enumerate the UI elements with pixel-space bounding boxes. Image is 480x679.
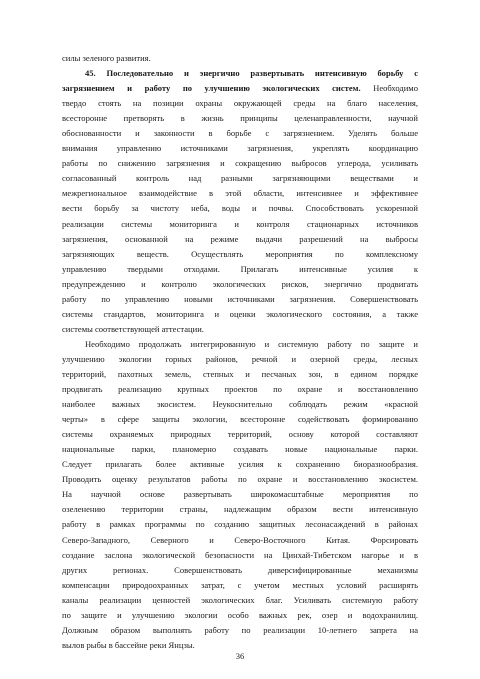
text-line: согласованный контроль над разными загрязняющими веществами и — [62, 173, 418, 184]
page-number: 36 — [235, 651, 245, 661]
text-line: Северо-Западного, Северного и Северо-Восточного Китая. Форсировать — [62, 534, 418, 545]
text-line: предупреждению и контролю экологических рисков, энергично продвигать — [62, 278, 418, 289]
text-line: продвигать реализацию крупных проектов по охране и восстановлению — [62, 384, 418, 395]
text-line: системы охраняемых природных территорий, основу которой составляют — [62, 429, 418, 440]
text-line: наиболее важных экосистем. Неукоснительно соблюдать режим «красной — [62, 399, 418, 410]
text-line: вылов рыбы в бассейне реки Янцзы. — [62, 639, 195, 650]
text-line: межрегиональное взаимодействие в этой области, интенсивнее и эффективнее — [62, 188, 418, 199]
text-line: территорий, пахотных земель, степных и песчаных зон, в едином порядке — [62, 368, 418, 379]
text-line: улучшению экологии горных районов, речной и озерной среды, лесных — [62, 353, 418, 364]
text-line: силы зеленого развития. — [62, 53, 151, 63]
text-line: работы по снижению загрязнения и сокращению выбросов углерода, усиливать — [62, 158, 418, 169]
section-heading-line: 45. Последовательно и энергично развертывать интенсивную борьбу с — [85, 68, 418, 79]
section-heading-line: загрязнением и работу по улучшению экологических систем. Необходимо — [62, 83, 418, 94]
text-line: черты» в сфере защиты экологии, всесторонне содействовать формированию — [62, 414, 418, 425]
text-line: загрязнения, основанной на режиме выдачи разрешений на выбросы — [62, 233, 418, 244]
text-line: системы стандартов, мониторинга и оценки экологического состояния, а также — [62, 308, 418, 319]
text-line: Следует прилагать более активные усилия к сохранению биоразнообразия. — [62, 459, 418, 470]
text-line: озеленению территории страны, надлежащим образом вести интенсивную — [62, 504, 418, 515]
text-line: создание заслона экологической безопасности на Цинхай-Тибетском нагорье и в — [62, 549, 418, 560]
text-line: обоснованности и законности в борьбе с загрязнением. Уделять больше — [62, 128, 418, 139]
text-line: твердо стоять на позиции охраны окружающей среды на благо населения, — [62, 98, 418, 109]
text-line: по защите и улучшению экологии особо важных рек, озер и водохранилищ. — [62, 609, 418, 620]
text-line: каналы реализации ценностей экологических благ. Усиливать системную работу — [62, 594, 418, 605]
text-line: Должным образом выполнять работу по реализации 10-летнего запрета на — [62, 624, 418, 635]
text-line: работу в рамках программы по созданию защитных лесонасаждений в районах — [62, 519, 418, 530]
text-line: На научной основе развертывать широкомасштабные мероприятия по — [62, 489, 418, 500]
text-line: управлению твердыми отходами. Прилагать интенсивные усилия к — [62, 263, 418, 274]
text-line: других регионах. Совершенствовать диверсифицированные механизмы — [62, 564, 418, 575]
text-line: всесторонне претворять в жизнь принципы целенаправленности, научной — [62, 113, 418, 124]
text-line: Проводить оценку результатов работы по охране и восстановлению экосистем. — [62, 474, 418, 485]
document-body — [62, 51, 418, 653]
text-line: внимания управлению источниками загрязнения, укреплять координацию — [62, 143, 418, 154]
text-line: Необходимо продолжать интегрированную и системную работу по защите и — [85, 338, 418, 349]
text-line: системы соответствующей аттестации. — [62, 323, 204, 334]
text-line: национальные парки, планомерно создавать новые национальные парки. — [62, 444, 418, 455]
text-line: компенсации природоохранных затрат, с учетом местных условий расширять — [62, 579, 418, 590]
text-line: вести борьбу за чистоту неба, воды и почвы. Способствовать ускоренной — [62, 203, 418, 214]
text-line: работу по управлению новыми источниками загрязнения. Совершенствовать — [62, 293, 418, 304]
text-line: реализации системы мониторинга и контроля стационарных источников — [62, 218, 418, 229]
text-line: загрязняющих веществ. Осуществлять мероприятия по комплексному — [62, 248, 418, 259]
